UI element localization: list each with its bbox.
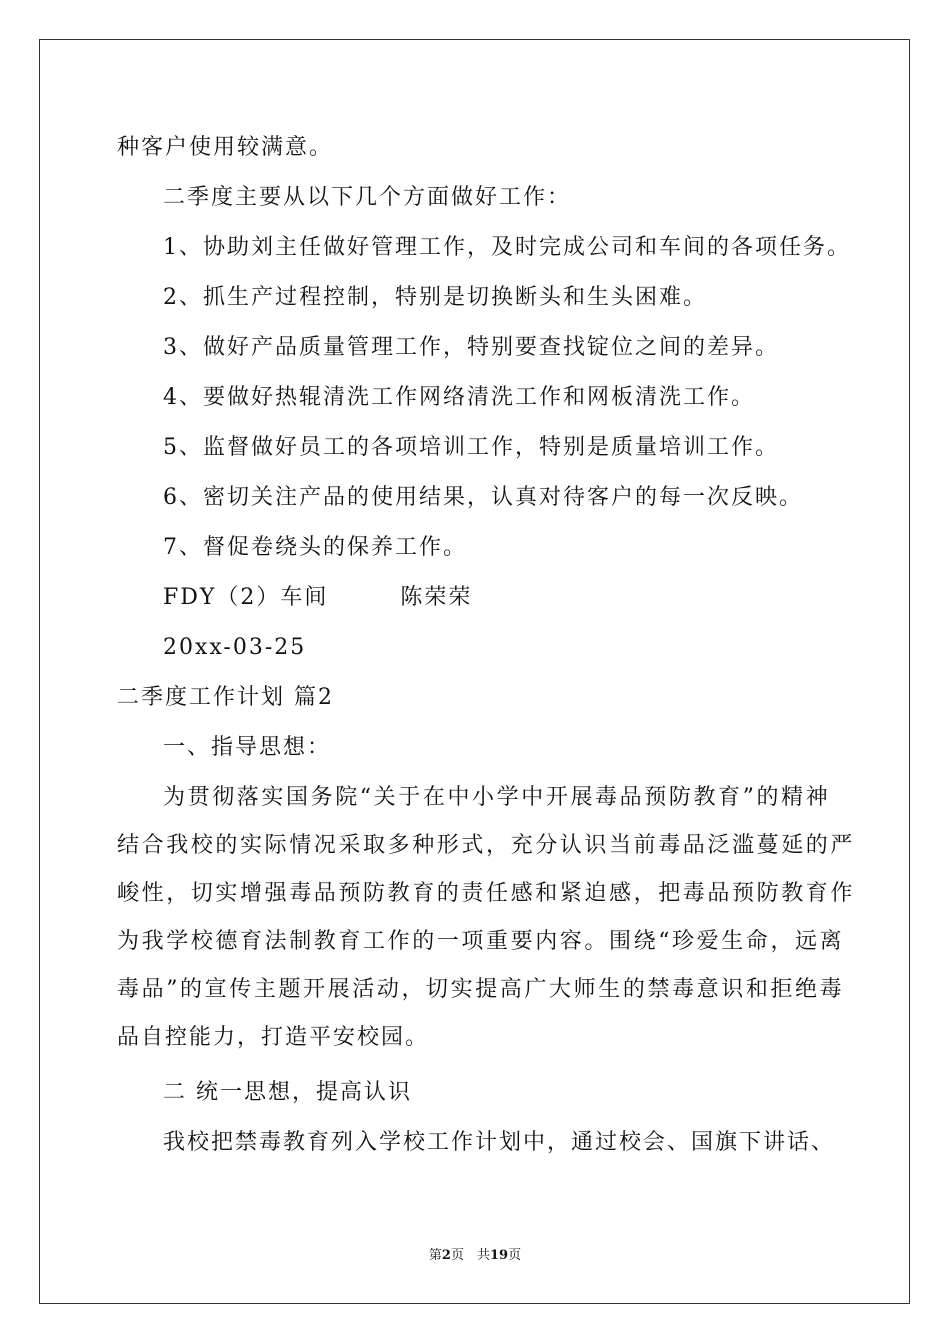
page-suffix: 页: [508, 1248, 522, 1263]
list-item: 3、做好产品质量管理工作，特别要查找锭位之间的差异。: [163, 335, 779, 360]
paragraph-line: 品自控能力，打造平安校园。: [117, 1025, 430, 1050]
list-item: 2、抓生产过程控制，特别是切换断头和生头困难。: [163, 285, 707, 310]
section-heading: 二季度主要从以下几个方面做好工作：: [163, 185, 572, 210]
section-heading: 一、指导思想：: [163, 735, 332, 760]
list-item: 7、督促卷绕头的保养工作。: [163, 535, 467, 560]
page-footer: [0, 1247, 950, 1265]
list-item: 4、要做好热辊清洗工作网络清洗工作和网板清洗工作。: [163, 385, 755, 410]
signature-line: FDY（2）车间 陈荣荣: [163, 585, 473, 610]
list-item: 1、协助刘主任做好管理工作，及时完成公司和车间的各项任务。: [163, 235, 851, 260]
paragraph-line: 为贯彻落实国务院“关于在中小学中开展毒品预防教育”的精神: [163, 785, 831, 810]
paragraph-line: 毒品”的宣传主题开展活动，切实提高广大师生的禁毒意识和拒绝毒: [117, 977, 845, 1002]
page-total-number: 19: [489, 1248, 509, 1263]
page-prefix: 第: [428, 1248, 442, 1263]
document-title: 二季度工作计划 篇2: [117, 685, 334, 710]
paragraph-line: 结合我校的实际情况采取多种形式，充分认识当前毒品泛滥蔓延的严: [117, 833, 856, 858]
paragraph-line: 我校把禁毒教育列入学校工作计划中，通过校会、国旗下讲话、: [163, 1130, 836, 1155]
page-mid: 页 共: [450, 1248, 490, 1263]
list-item: 6、密切关注产品的使用结果，认真对待客户的每一次反映。: [163, 485, 803, 510]
date-line: 20xx-03-25: [163, 635, 307, 660]
paragraph-line: 为我学校德育法制教育工作的一项重要内容。围绕“珍爱生命，远离: [117, 929, 845, 954]
page-border: [39, 39, 910, 1304]
page-current-number: 2: [441, 1248, 451, 1263]
list-item: 5、监督做好员工的各项培训工作，特别是质量培训工作。: [163, 435, 779, 460]
paragraph-line: 种客户使用较满意。: [117, 135, 334, 160]
section-heading: 二 统一思想，提高认识: [163, 1080, 412, 1105]
paragraph-line: 峻性，切实增强毒品预防教育的责任感和紧迫感，把毒品预防教育作: [117, 881, 856, 906]
